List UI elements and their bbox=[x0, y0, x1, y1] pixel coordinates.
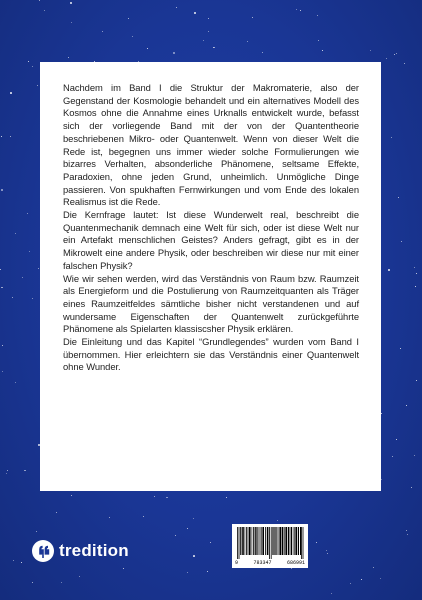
star bbox=[154, 496, 155, 497]
star bbox=[262, 52, 263, 53]
barcode-bar bbox=[242, 527, 244, 555]
barcode-bar bbox=[282, 527, 284, 555]
star bbox=[226, 497, 227, 498]
star bbox=[61, 582, 62, 583]
star bbox=[173, 52, 175, 54]
publisher-name: tredition bbox=[59, 541, 129, 560]
blurb-paragraph-2: Die Kernfrage lautet: Ist diese Wunderwelt real, beschreibt die Quantenmechanik demnach eine Welt für sich, oder ist diese Welt nur ein Artefakt menschlichen Geistes? Anders gefragt, gibt es in der Mikrowelt eine andere Physik, oder beschreiben wir diese nur mit einer falschen Physik? bbox=[63, 209, 359, 271]
star bbox=[176, 7, 177, 8]
star bbox=[370, 50, 371, 51]
star bbox=[404, 63, 405, 64]
barcode-bar bbox=[256, 527, 257, 555]
star bbox=[327, 553, 328, 554]
star bbox=[2, 371, 3, 372]
star bbox=[317, 15, 318, 16]
star bbox=[331, 593, 332, 594]
barcode-bar bbox=[272, 527, 273, 555]
star bbox=[414, 455, 415, 456]
star bbox=[361, 579, 362, 580]
star bbox=[37, 85, 38, 86]
star bbox=[24, 470, 26, 472]
barcode-guard-bar bbox=[237, 527, 238, 559]
star bbox=[22, 277, 23, 278]
star bbox=[2, 345, 3, 346]
barcode-guard-bar bbox=[271, 527, 272, 559]
star bbox=[13, 560, 14, 561]
blurb-text bbox=[63, 82, 359, 374]
barcode-bar bbox=[255, 527, 256, 555]
barcode-bar bbox=[291, 527, 292, 555]
barcode-bar bbox=[276, 527, 277, 555]
barcode-bar bbox=[288, 527, 289, 555]
barcode-bar bbox=[248, 527, 249, 555]
star bbox=[32, 66, 33, 67]
barcode-bar bbox=[240, 527, 241, 555]
star bbox=[326, 550, 327, 551]
barcode-bar bbox=[294, 527, 295, 555]
barcode-bar bbox=[278, 527, 279, 555]
barcode-guard-bar bbox=[239, 527, 240, 559]
star bbox=[10, 136, 11, 137]
star bbox=[21, 562, 22, 563]
star bbox=[392, 456, 393, 457]
star bbox=[300, 10, 301, 11]
star bbox=[208, 31, 209, 32]
star bbox=[208, 18, 209, 19]
barcode-bar bbox=[298, 527, 299, 555]
barcode-bar bbox=[246, 527, 247, 555]
star bbox=[318, 40, 319, 41]
barcode-digit-prefix: 9 bbox=[235, 560, 239, 566]
barcode-bar bbox=[290, 527, 291, 555]
barcode-guard-bar bbox=[269, 527, 270, 559]
star bbox=[44, 10, 45, 11]
star bbox=[39, 0, 40, 1]
star bbox=[12, 297, 13, 298]
star bbox=[71, 22, 72, 23]
barcode-digit-group-1: 783347 bbox=[253, 560, 272, 566]
star bbox=[416, 273, 417, 274]
barcode-bar bbox=[265, 527, 266, 555]
star bbox=[247, 41, 248, 42]
star bbox=[29, 251, 30, 252]
barcode-bar bbox=[293, 527, 294, 555]
barcode-bar bbox=[279, 527, 281, 555]
barcode-bar bbox=[252, 527, 253, 555]
star bbox=[396, 53, 397, 54]
star bbox=[277, 520, 278, 521]
blurb-paragraph-1: Nachdem im Band I die Struktur der Makromaterie, also der Gegenstand der Kosmologie behandelt und ein alternatives Modell des Kosmos ohne die Annahme eines Urknalls entwickelt wurde, befasst sich der vorliegende Band mit der von der Quantentheorie beschriebenen Mikro- oder Quantenwelt. Wenn von dieser Welt die Rede ist, begegnen uns immer wieder solche Formulierungen wie bizarres Verhalten, absonderliche Phänomene, seltsame Effekte, Paradoxien, ohne jeden Grund, unheimlich. Unmögliche Dinge passieren. Von spukhaften Fernwirkungen und vom Ende des lokalen Realismus ist die Rede. bbox=[63, 82, 359, 208]
barcode-bar bbox=[260, 527, 261, 555]
barcode-bar bbox=[262, 527, 264, 555]
star bbox=[400, 348, 401, 349]
star bbox=[407, 534, 408, 535]
star bbox=[207, 571, 208, 572]
barcode-bar bbox=[267, 527, 269, 555]
isbn-barcode bbox=[232, 524, 308, 568]
barcode-bar bbox=[249, 527, 251, 555]
star bbox=[411, 487, 412, 488]
barcode-bar bbox=[285, 527, 287, 555]
star bbox=[15, 382, 16, 383]
star bbox=[187, 528, 188, 529]
star bbox=[123, 568, 124, 569]
star bbox=[373, 567, 374, 568]
barcode-bar bbox=[245, 527, 246, 555]
star bbox=[32, 582, 33, 583]
star bbox=[193, 518, 194, 519]
tredition-logo-icon bbox=[32, 540, 54, 562]
star bbox=[10, 92, 12, 94]
barcode-bar bbox=[261, 527, 262, 555]
star bbox=[406, 530, 407, 531]
star bbox=[79, 576, 80, 577]
star bbox=[187, 572, 188, 573]
star bbox=[15, 233, 17, 235]
barcode-bar bbox=[295, 527, 297, 555]
star bbox=[296, 9, 298, 11]
star bbox=[322, 50, 323, 51]
star bbox=[132, 36, 133, 37]
star bbox=[391, 137, 392, 138]
barcode-guard-bar bbox=[303, 527, 304, 559]
star bbox=[380, 578, 381, 579]
star bbox=[414, 267, 415, 268]
star bbox=[71, 495, 72, 496]
star bbox=[0, 269, 1, 270]
star bbox=[316, 542, 317, 543]
barcode-digits bbox=[235, 560, 305, 566]
star bbox=[401, 241, 402, 242]
barcode-bars bbox=[235, 527, 305, 559]
star bbox=[102, 31, 103, 32]
star bbox=[32, 298, 33, 299]
star bbox=[252, 17, 253, 18]
barcode-guard-bar bbox=[301, 527, 302, 559]
star bbox=[396, 439, 397, 440]
star bbox=[1, 189, 3, 191]
star bbox=[214, 47, 215, 48]
barcode-bar bbox=[274, 527, 275, 555]
star bbox=[28, 61, 29, 62]
star bbox=[70, 2, 72, 4]
star bbox=[193, 555, 195, 557]
star bbox=[7, 470, 8, 471]
star bbox=[36, 531, 37, 532]
star bbox=[27, 213, 28, 214]
star bbox=[1, 136, 2, 137]
star bbox=[415, 286, 416, 287]
star bbox=[194, 12, 196, 14]
blurb-panel bbox=[40, 62, 381, 491]
publisher-logo bbox=[32, 540, 129, 562]
star bbox=[109, 517, 110, 518]
star bbox=[416, 380, 417, 381]
star bbox=[68, 57, 69, 58]
barcode-bar bbox=[253, 527, 254, 555]
star bbox=[1, 287, 3, 289]
star bbox=[128, 18, 129, 19]
star bbox=[175, 535, 176, 536]
barcode-bar bbox=[284, 527, 285, 555]
star bbox=[56, 512, 57, 513]
star bbox=[398, 197, 399, 198]
star bbox=[6, 473, 7, 474]
star bbox=[210, 542, 211, 543]
star bbox=[388, 269, 390, 271]
star bbox=[147, 48, 148, 49]
star bbox=[166, 497, 168, 499]
star bbox=[386, 58, 387, 59]
blurb-paragraph-4: Die Einleitung und das Kapitel “Grundlegendes” wurden vom Band I übernommen. Hier erleichtern sie das Verständnis einer Quantenwelt ohne Wunder. bbox=[63, 336, 359, 373]
barcode-bar bbox=[259, 527, 260, 555]
star bbox=[406, 405, 407, 406]
star bbox=[350, 583, 351, 584]
star bbox=[143, 516, 144, 517]
barcode-digit-group-2: 686991 bbox=[286, 560, 305, 566]
blurb-paragraph-3: Wie wir sehen werden, wird das Verständnis von Raum bzw. Raumzeit als Energieform und die Postulierung von Raumzeitquanten als Träger eines Raumzeitfeldes sämtliche bisher nicht verstandenen und auf wundersame Eigenschaften der Quantenwelt zurückgeführte Phänomene als Spielarten klassiscsher Physik erklären. bbox=[63, 272, 359, 335]
star bbox=[203, 40, 204, 41]
